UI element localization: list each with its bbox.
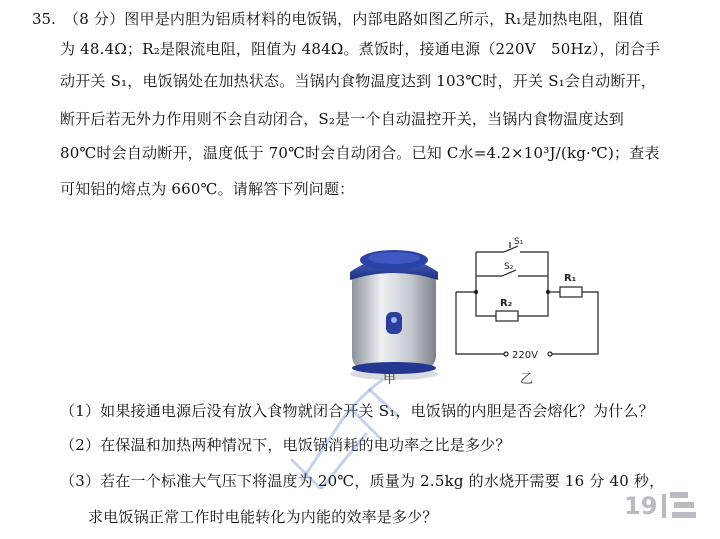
- rice-cooker-image: [340, 236, 448, 386]
- problem-line-1: （8 分）图甲是内胆为铝质材料的电饭锅，内部电路如图乙所示，R₁是加热电阻，阻值: [64, 10, 644, 28]
- problem-number: 35.: [32, 10, 56, 28]
- label-s1: S₁: [514, 237, 524, 247]
- question-1: （1）如果接通电源后没有放入食物就闭合开关 S₁，电饭锅的内胆是否会熔化？为什么？: [60, 402, 654, 420]
- label-s2: S₂: [504, 262, 514, 272]
- problem-line-6: 可知铝的熔点为 660℃。请解答下列问题：: [60, 180, 355, 198]
- problem-line-3: 动开关 S₁，电饭锅处在加热状态。当锅内食物温度达到 103℃时，开关 S₁会自动断开，: [60, 72, 657, 90]
- svg-text:19: 19: [624, 492, 658, 520]
- problem-line-5: 80℃时会自动断开，温度低于 70℃时会自动闭合。已知 C水=4.2×10³J/(kg·℃)；查表: [60, 144, 660, 162]
- problem-line-2: 为 48.4Ω；R₂是限流电阻，阻值为 484Ω。煮饭时，接通电源（220V 50Hz），闭合手: [60, 40, 661, 58]
- caption-b: 乙: [520, 372, 534, 387]
- label-r1: R₁: [564, 273, 577, 284]
- site-logo-image: [620, 484, 716, 536]
- caption-a: 甲: [383, 372, 397, 387]
- problem-line-4: 断开后若无外力作用则不会自动闭合，S₂是一个自动温控开关，当锅内食物温度达到: [60, 110, 624, 128]
- question-3: （3）若在一个标准大气压下将温度为 20℃，质量为 2.5kg 的水烧开需要 16 分 40 秒，: [60, 472, 665, 490]
- label-220v: 220V: [512, 350, 538, 361]
- question-2: （2）在保温和加热两种情况下，电饭锅消耗的电功率之比是多少？: [60, 436, 511, 454]
- circuit-diagram: [448, 236, 610, 386]
- question-3-continued: 求电饭锅正常工作时电能转化为内能的效率是多少？: [88, 508, 438, 526]
- label-r2: R₂: [500, 298, 513, 309]
